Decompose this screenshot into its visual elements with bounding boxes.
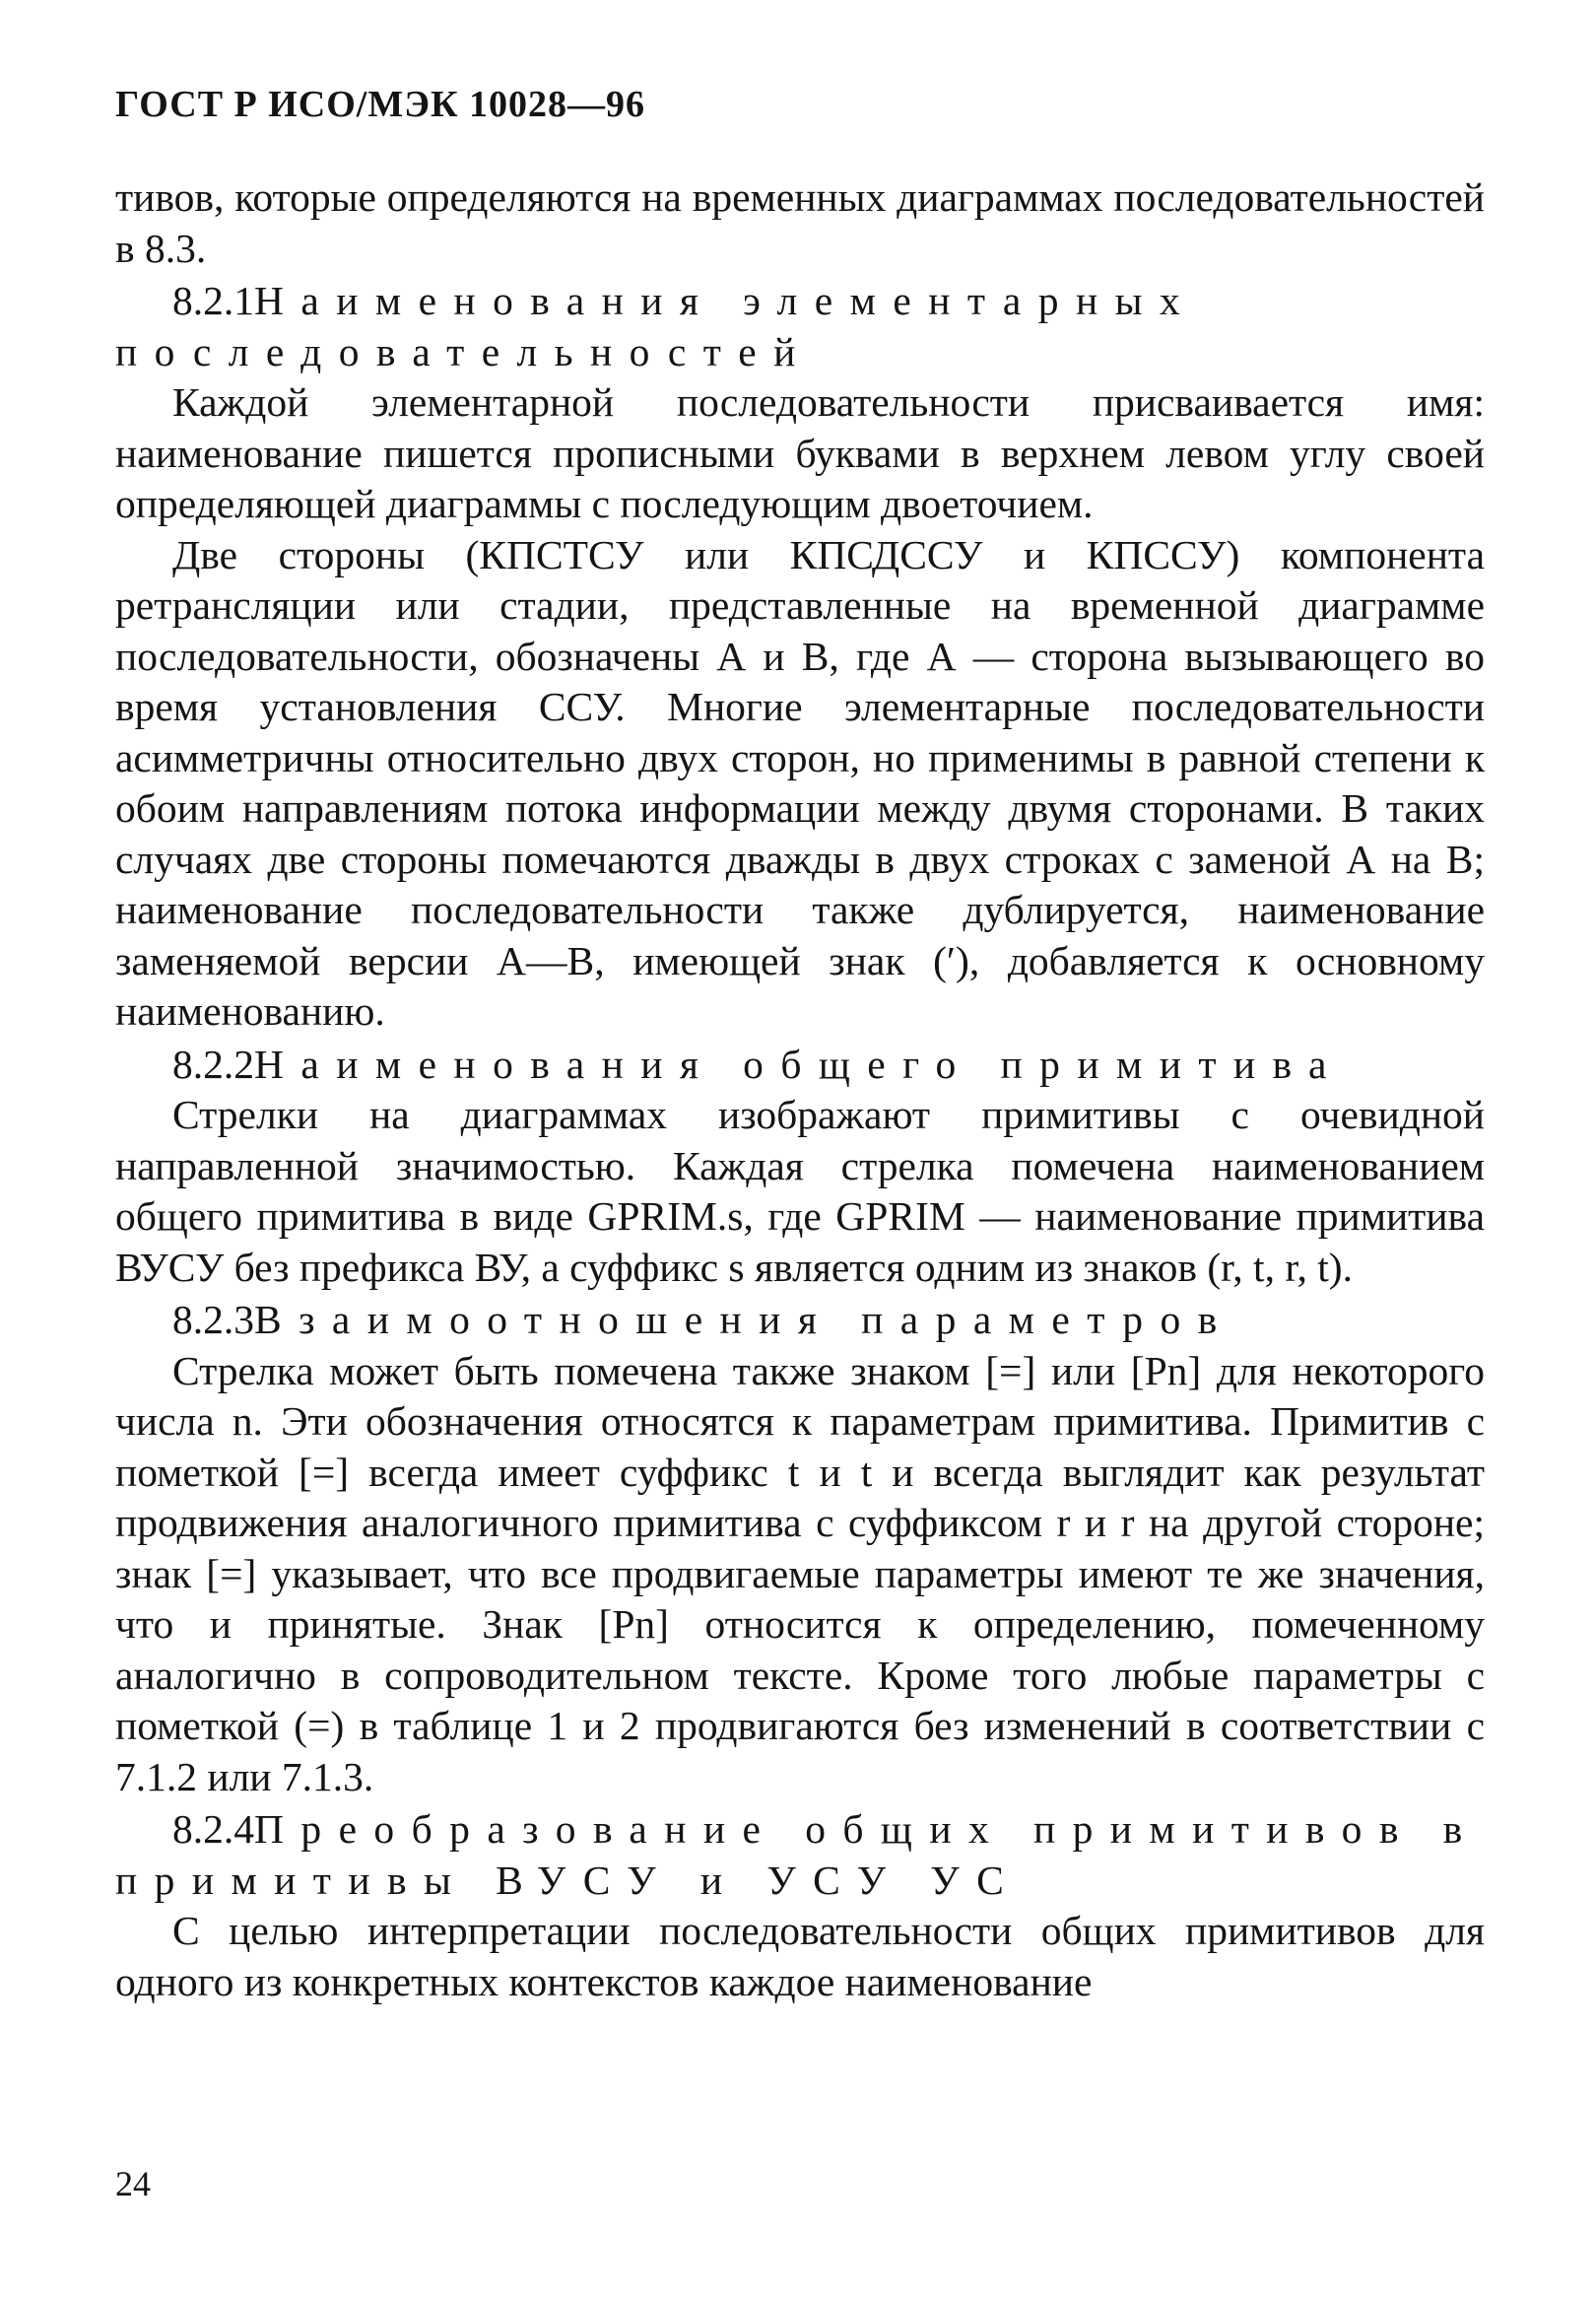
paragraph-continued: тивов, которые определяются на временных диаграммах последовательностей в 8.3. (115, 174, 1485, 271)
section-heading-8-2-2 (115, 1040, 1485, 1091)
paragraph: Стрелка может быть помечена также знаком [=] или [Pn] для некоторого числа n. Эти обозначения относятся к параметрам примитива. Примитив с пометкой [=] всегда имеет суффикс t и t и всегда выглядит как результат продвижения аналогичного примитива с суффиксом r и r на другой стороне; знак [=] указывает, что все продвигаемые параметры имеют те же значения, что и принятые. Знак [Pn] относится к определению, помеченному аналогично в сопроводительном тексте. Кроме того любые параметры с пометкой (=) в таблице 1 и 2 продвигаются без изменений в соответствии с 7.1.2 или 7.1.3. (115, 1347, 1485, 1799)
section-title: Наименования общего примитива (254, 1041, 1344, 1087)
section-title: Наименования элементарных последовательностей (115, 278, 1198, 374)
section-number: 8.2.1 (172, 278, 254, 323)
paragraph: Две стороны (КПСТСУ или КПСДССУ и КПССУ) компонента ретрансляции или стадии, представленные на временной диаграмме последовательности, обозначены А и В, где А — сторона вызывающего во время установления ССУ. Многие элементарные последовательности асимметричны относительно двух сторон, но применимы в равной степени к обоим направлениям потока информации между двумя сторонами. В таких случаях две стороны помечаются дважды в двух строках с заменой А на В; наименование последовательности также дублируется, наименование заменяемой версии А—В, имеющей знак (′), добавляется к основному наименованию. (115, 531, 1485, 1034)
section-number: 8.2.2 (172, 1041, 254, 1087)
body-text (115, 172, 1485, 2007)
section-title: Взаимоотношения параметров (254, 1297, 1234, 1342)
section-number: 8.2.4 (172, 1806, 254, 1852)
paragraph: С целью интерпретации последовательности общих примитивов для одного из конкретных контекстов каждое наименование (115, 1908, 1485, 2004)
page-number: 24 (115, 2164, 151, 2203)
section-heading-8-2-4 (115, 1804, 1485, 1906)
paragraph: Каждой элементарной последовательности присваивается имя: наименование пишется прописными буквами в верхнем левом углу своей определяющей диаграммы с последующим двоеточием. (115, 379, 1485, 526)
section-heading-8-2-1 (115, 276, 1485, 377)
section-heading-8-2-3 (115, 1295, 1485, 1346)
paragraph: Стрелки на диаграммах изображают примитивы с очевидной направленной значимостью. Каждая стрелка помечена наименованием общего примитива в виде GPRIM.s, где GPRIM — наименование примитива ВУСУ без префикса ВУ, а суффикс s является одним из знаков (r, t, r, t). (115, 1092, 1485, 1290)
section-title: Преобразование общих примитивов в примитивы ВУСУ и УСУ УС (115, 1806, 1480, 1903)
running-header: ГОСТ Р ИСО/МЭК 10028—96 (115, 84, 646, 125)
section-number: 8.2.3 (172, 1297, 254, 1342)
